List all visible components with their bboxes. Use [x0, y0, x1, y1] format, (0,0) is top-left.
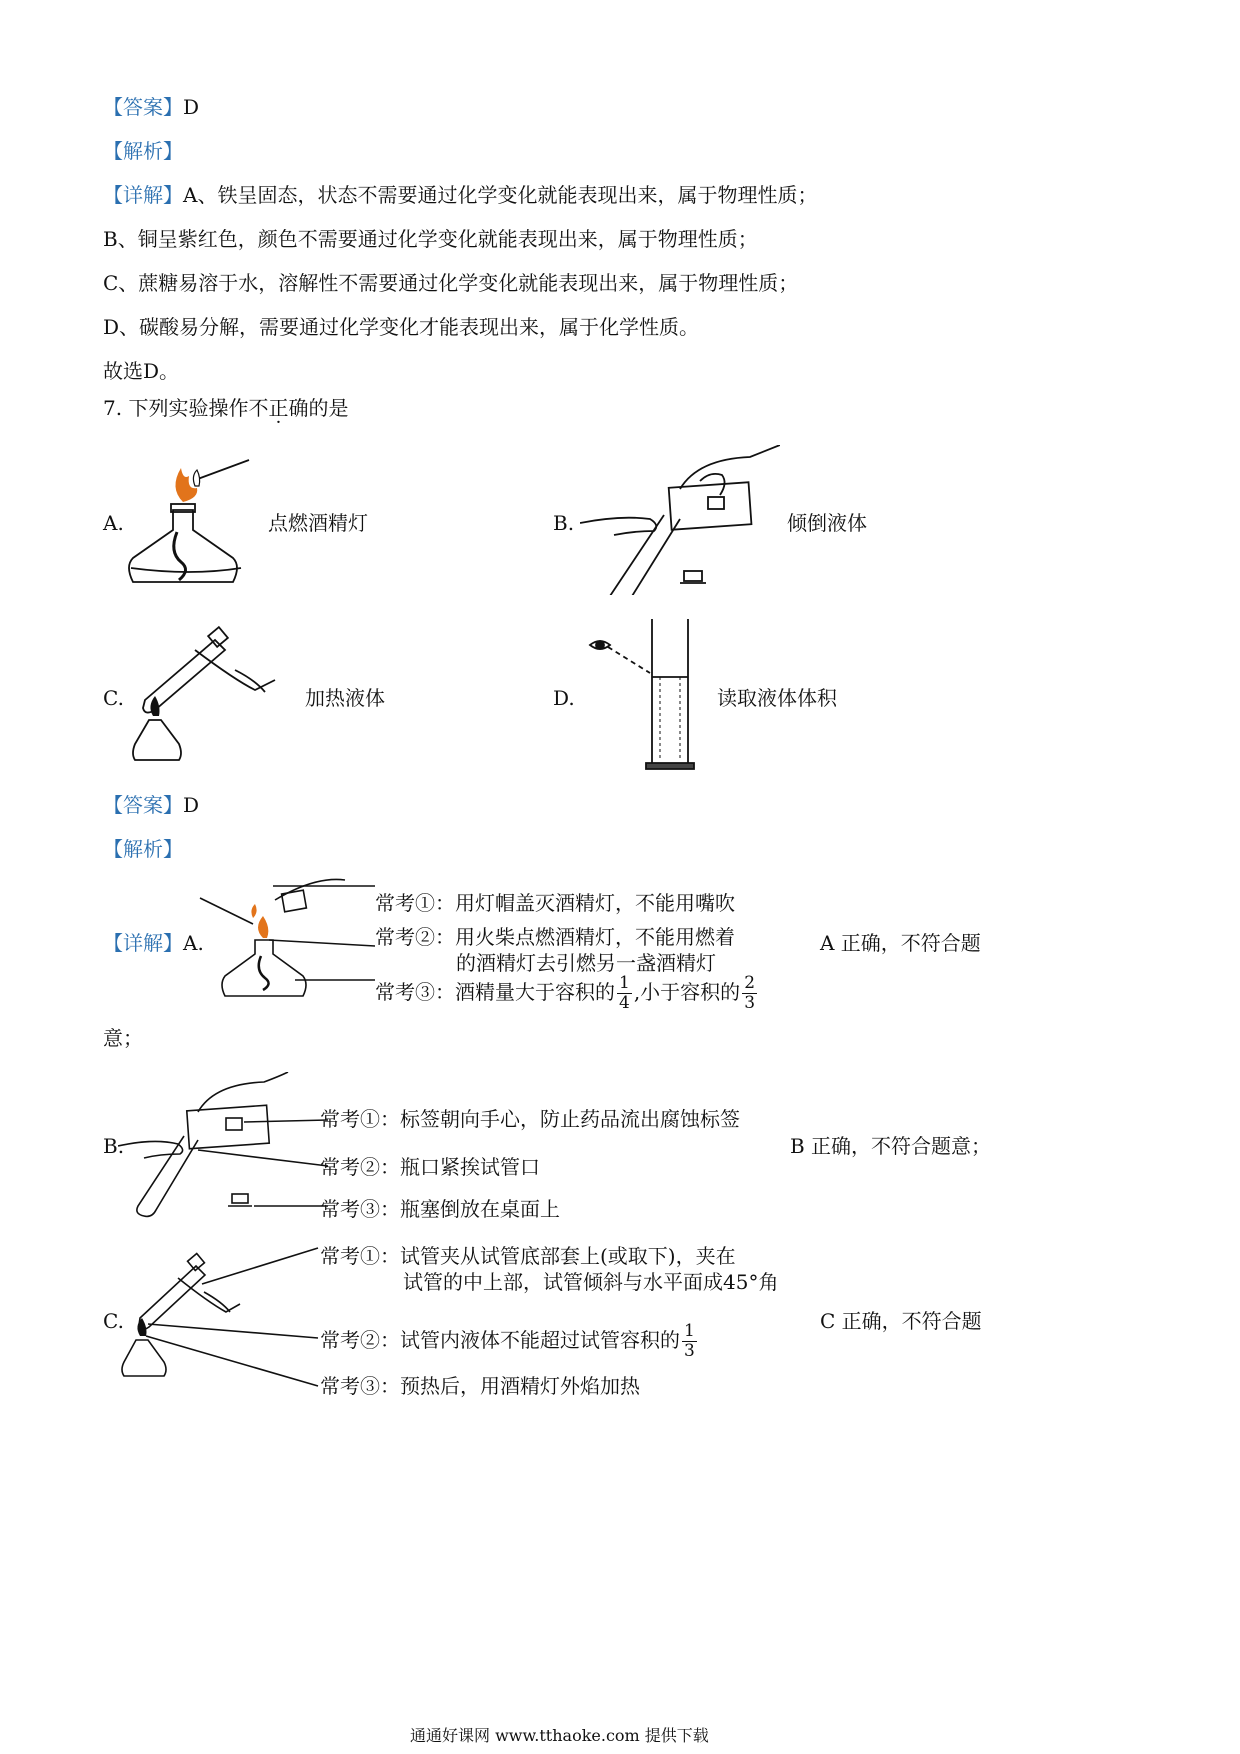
option-d-label: 读取液体体积 [717, 686, 837, 710]
option-b-letter: B. [553, 511, 575, 535]
option-c-label: 加热液体 [305, 686, 385, 710]
alcohol-lamp-lighting-figure [125, 450, 255, 590]
answer-tag: 【答案】 [103, 793, 183, 817]
heating-liquid-figure [125, 620, 285, 770]
q6-detail-line-c: C、蔗糖易溶于水，溶解性不需要通过化学变化就能表现出来，属于物理性质； [103, 271, 799, 295]
q6-detail-line-a [103, 182, 817, 208]
detail-b-pouring-figure [118, 1072, 328, 1222]
q7-answer [103, 792, 199, 818]
q7-detail-a-lead [103, 930, 204, 956]
detail-b-note-3: 常考③：瓶塞倒放在桌面上 [320, 1197, 560, 1221]
answer-value: D [183, 95, 200, 119]
option-a-label: 点燃酒精灯 [268, 511, 368, 535]
flame-icon [175, 468, 197, 502]
detail-c-note-1: 常考①：试管夹从试管底部套上(或取下)，夹在 [320, 1244, 736, 1268]
eye-icon [596, 641, 604, 649]
answer-tag: 【答案】 [103, 95, 183, 119]
detail-c-note-1-cont: 试管的中上部，试管倾斜与水平面成45°角 [403, 1270, 779, 1294]
option-c-letter: C. [103, 686, 124, 710]
q6-detail-line-d: D、碳酸易分解，需要通过化学变化才能表现出来，属于化学性质。 [103, 315, 700, 339]
q7-stem [103, 395, 348, 421]
q6-detail-line-b: B、铜呈紫红色，颜色不需要通过化学变化就能表现出来，属于物理性质； [103, 227, 758, 251]
fraction-two-thirds: $\frac{2}{3}$ [744, 973, 756, 1013]
detail-b-note-1: 常考①：标签朝向手心，防止药品流出腐蚀标签 [320, 1107, 740, 1131]
detail-a-note-1: 常考①：用灯帽盖灭酒精灯，不能用嘴吹 [375, 891, 735, 915]
detail-a-note-2-cont: 的酒精灯去引燃另一盏酒精灯 [456, 951, 716, 975]
detail-a-note-3 [375, 974, 759, 1013]
page-footer: 通通好课网 www.tthaoke.com 提供下载 [410, 1726, 709, 1745]
stem-prefix: 7. 下列实验操作 [103, 396, 249, 420]
q6-analysis-tag: 【解析】 [103, 139, 183, 163]
note-3-text: 常考③：酒精量大于容积的 [375, 980, 615, 1004]
detail-text: A、铁呈固态，状态不需要通过化学变化就能表现出来，属于物理性质； [183, 183, 818, 207]
option-a-letter: A. [103, 511, 124, 535]
q7-detail-b-letter: B. [103, 1134, 125, 1158]
note-2-text: 常考②：试管内液体不能超过试管容积的 [320, 1328, 680, 1352]
detail-a-lamp-figure [195, 870, 375, 1015]
option-b-label: 倾倒液体 [787, 511, 867, 535]
pouring-liquid-figure [580, 445, 780, 595]
detail-a-letter: A. [183, 931, 204, 955]
detail-c-heating-figure [118, 1240, 323, 1400]
q6-answer [103, 94, 199, 120]
detail-c-note-2 [320, 1322, 699, 1361]
detail-c-verdict: C 正确，不符合题 [820, 1309, 982, 1333]
stem-emphasis: 不正确 [248, 396, 309, 420]
fraction-one-third: $\frac{1}{3}$ [684, 1321, 695, 1361]
detail-a-verdict: A 正确，不符合题 [820, 931, 981, 955]
detail-tag: 【详解】 [103, 931, 183, 955]
detail-a-note-2: 常考②：用火柴点燃酒精灯，不能用燃着 [375, 925, 735, 949]
detail-a-verdict-cont: 意； [103, 1026, 143, 1050]
detail-c-note-3: 常考③：预热后，用酒精灯外焰加热 [320, 1374, 640, 1398]
fraction-one-quarter: $\frac{1}{4}$ [619, 973, 630, 1013]
note-3-text-b: ,小于容积的 [633, 980, 741, 1004]
flame-icon [258, 916, 268, 938]
answer-value: D [183, 793, 200, 817]
q6-conclusion: 故选D。 [103, 359, 180, 383]
option-d-letter: D. [553, 686, 575, 710]
detail-b-note-2: 常考②：瓶口紧挨试管口 [320, 1155, 540, 1179]
graduated-cylinder-figure [580, 615, 710, 775]
detail-b-verdict: B 正确，不符合题意； [790, 1134, 992, 1158]
q7-detail-c-letter: C. [103, 1309, 124, 1333]
q7-analysis-tag: 【解析】 [103, 837, 183, 861]
detail-tag: 【详解】 [103, 183, 183, 207]
stem-suffix: 的是 [308, 396, 349, 420]
